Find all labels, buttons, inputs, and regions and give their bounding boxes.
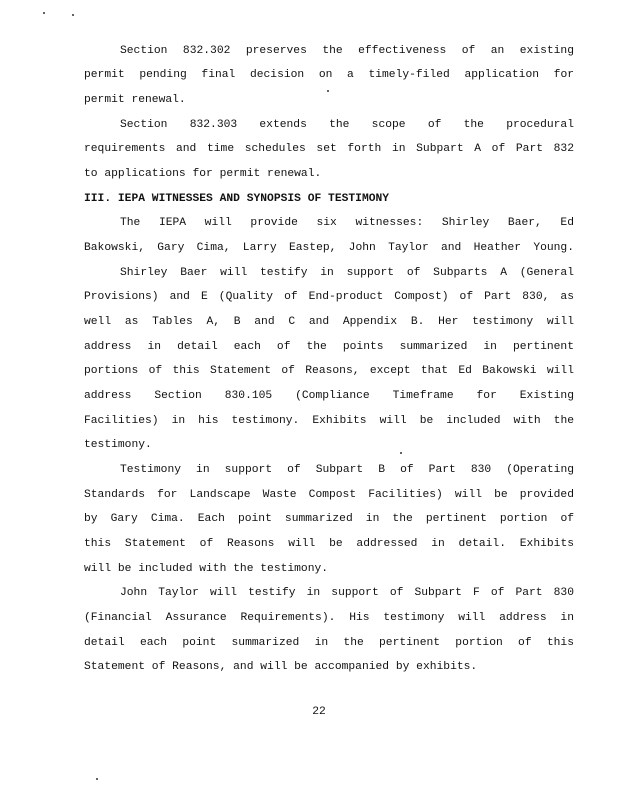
paragraph-line: Provisions) and E (Quality of End-product Compost) of Part 830, as (84, 291, 574, 303)
paragraph-line: permit renewal. (84, 94, 186, 106)
scan-speck (96, 778, 98, 780)
paragraph-line: requirements and time schedules set forth in Subpart A of Part 832 (84, 143, 574, 155)
paragraph-line: by Gary Cima. Each point summarized in the pertinent portion of (84, 513, 574, 525)
paragraph-line: portions of this Statement of Reasons, except that Ed Bakowski will (84, 365, 574, 377)
paragraph-line: John Taylor will testify in support of Subpart F of Part 830 (120, 587, 574, 599)
paragraph-line: Shirley Baer will testify in support of Subparts A (General (120, 267, 574, 279)
paragraph-line: (Financial Assurance Requirements). His testimony will address in (84, 612, 574, 624)
scan-speck (43, 12, 45, 14)
paragraph-line: this Statement of Reasons will be addressed in detail. Exhibits (84, 538, 574, 550)
paragraph-line: Statement of Reasons, and will be accompanied by exhibits. (84, 661, 478, 673)
paragraph-line: The IEPA will provide six witnesses: Shirley Baer, Ed (120, 217, 574, 229)
paragraph-line: Section 832.302 preserves the effectiveness of an existing (120, 45, 574, 57)
paragraph-line: Bakowski, Gary Cima, Larry Eastep, John Taylor and Heather Young. (84, 242, 574, 254)
paragraph-line: Standards for Landscape Waste Compost Facilities) will be provided (84, 489, 574, 501)
paragraph-line: Section 832.303 extends the scope of the procedural (120, 119, 574, 131)
paragraph-line: address in detail each of the points summarized in pertinent (84, 341, 574, 353)
paragraph-line: permit pending final decision on a timely-filed application for (84, 69, 574, 81)
paragraph-line: address Section 830.105 (Compliance Timeframe for Existing (84, 390, 574, 402)
paragraph-line: Testimony in support of Subpart B of Part 830 (Operating (120, 464, 574, 476)
paragraph-line: detail each point summarized in the pertinent portion of this (84, 637, 574, 649)
paragraph-line: well as Tables A, B and C and Appendix B. Her testimony will (84, 316, 574, 328)
section-heading: III. IEPA WITNESSES AND SYNOPSIS OF TESTIMONY (84, 193, 390, 205)
paragraph-line: Facilities) in his testimony. Exhibits will be included with the (84, 415, 574, 427)
paragraph-line: will be included with the testimony. (84, 563, 329, 575)
scan-speck (72, 14, 74, 16)
paragraph-line: to applications for permit renewal. (84, 168, 322, 180)
paragraph-line: testimony. (84, 439, 152, 451)
page-number: 22 (312, 706, 326, 718)
